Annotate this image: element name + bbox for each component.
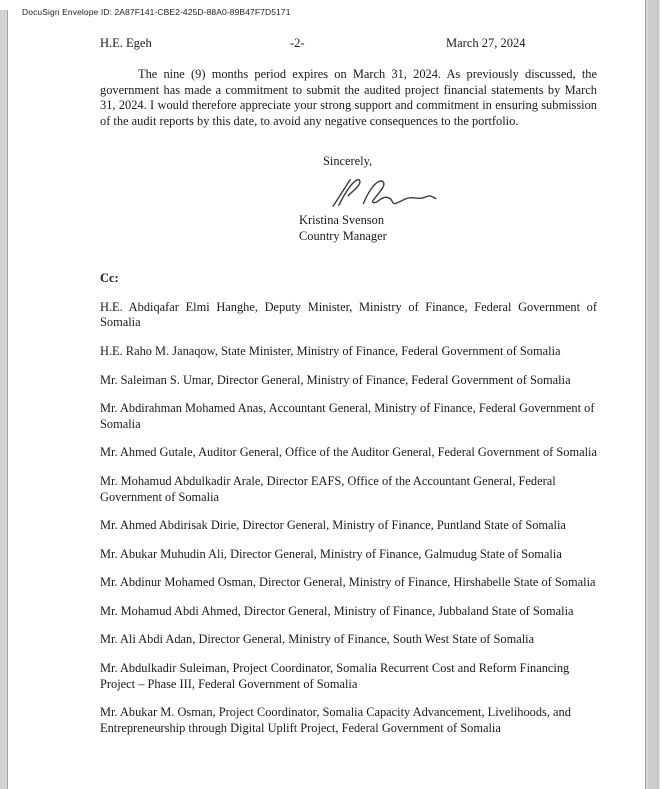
letter-page: [9, 0, 645, 789]
header-page-number: -2-: [290, 36, 305, 50]
header-recipient: H.E. Egeh: [100, 36, 152, 50]
cc-entry: Mr. Abdulkadir Suleiman, Project Coordinator, Somalia Recurrent Cost and Reform Financing Project – Phase III, Federal Government of Somalia: [100, 661, 570, 691]
cc-entry: Mr. Ali Abdi Adan, Director General, Ministry of Finance, South West State of Somalia: [100, 632, 535, 647]
cc-entry: Mr. Abukar M. Osman, Project Coordinator, Somalia Capacity Advancement, Livelihoods, and Entrepreneurship through Digital Uplift Project, Federal Government of Somalia: [100, 705, 571, 735]
scrollbar-thumb[interactable]: [648, 0, 658, 789]
letter-content: [9, 36, 645, 736]
handwritten-signature-icon: [305, 173, 441, 211]
cc-entry: Mr. Mohamud Abdulkadir Arale, Director EAFS, Office of the Accountant General, Federal Government of Somalia: [100, 473, 556, 504]
cc-entry: Mr. Ahmed Gutale, Auditor General, Office of the Auditor General, Federal Government of Somalia: [100, 445, 597, 460]
letter-header: [100, 36, 597, 52]
cc-entry: H.E. Raho M. Janaqow, State Minister, Ministry of Finance, Federal Government of Somalia: [100, 343, 561, 358]
docusign-envelope-id: DocuSign Envelope ID: 2A87F141-CBE2-425D-88A0-89B47F7D5171: [22, 7, 291, 17]
header-date: March 27, 2024: [446, 36, 526, 50]
signature-block: [299, 154, 597, 244]
closing-salutation: Sincerely,: [323, 154, 373, 169]
body-paragraph: The nine (9) months period expires on March 31, 2024. As previously discussed, the government has made a commitment to submit the audited project financial statements by March 31, 2024. I would therefore appreciate your strong support and commitment in ensuring submission of the audit reports by this date, to avoid any negative consequences to the portfolio.: [100, 67, 597, 128]
cc-entry: Mr. Abdirahman Mohamed Anas, Accountant General, Ministry of Finance, Federal Government of Somalia: [100, 401, 595, 431]
cc-entry: Mr. Ahmed Abdirisak Dirie, Director General, Ministry of Finance, Puntland State of Somalia: [100, 518, 566, 533]
signatory-title: Country Manager: [299, 228, 387, 243]
cc-entry: Mr. Mohamud Abdi Ahmed, Director General, Ministry of Finance, Jubbaland State of Somalia: [100, 603, 574, 618]
cc-entry: Mr. Saleiman S. Umar, Director General, Ministry of Finance, Federal Government of Somalia: [100, 372, 571, 387]
viewer-left-margin: [0, 10, 8, 789]
cc-label: Cc:: [100, 271, 119, 286]
cc-list: [100, 300, 597, 737]
scrollbar[interactable]: [645, 0, 660, 789]
cc-entry: Mr. Abdinur Mohamed Osman, Director General, Ministry of Finance, Hirshabelle State of Somalia: [100, 575, 596, 590]
cc-entry: H.E. Abdiqafar Elmi Hanghe, Deputy Minister, Ministry of Finance, Federal Government of Somalia: [100, 299, 597, 330]
cc-entry: Mr. Abukar Muhudin Ali, Director General, Ministry of Finance, Galmudug State of Somalia: [100, 546, 562, 561]
signatory-name: Kristina Svenson: [299, 212, 385, 227]
